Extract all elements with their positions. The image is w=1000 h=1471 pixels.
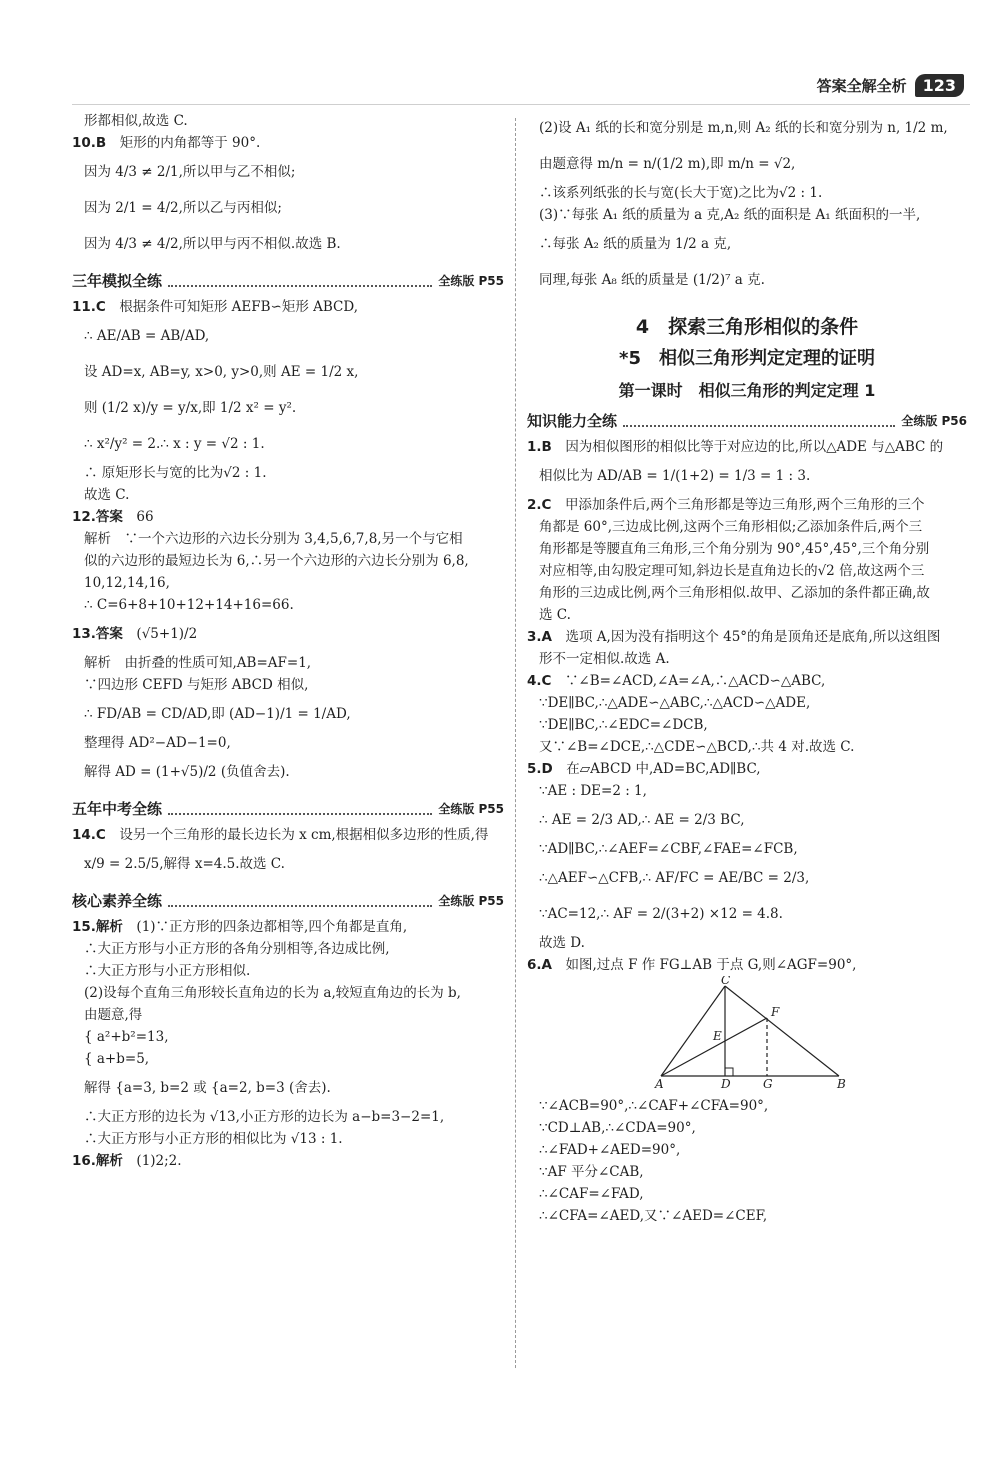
section-title: 三年模拟全练 bbox=[72, 272, 163, 290]
question-text: 设另一个三角形的最长边长为 x cm,根据相似多边形的性质,得 bbox=[119, 827, 489, 843]
text-line: 整理得 AD²−AD−1=0, bbox=[84, 735, 231, 751]
text-line: ∵∠ACB=90°,∴∠CAF+∠CFA=90°, bbox=[539, 1098, 769, 1114]
text-line: ∴每张 A₂ 纸的质量为 1/2 a 克, bbox=[539, 236, 732, 252]
text-line: x/9 = 2.5/5,解得 x=4.5.故选 C. bbox=[84, 856, 285, 872]
text-line: ∴ FD/AB = CD/AD,即 (AD−1)/1 = 1/AD, bbox=[84, 706, 351, 722]
text-line: 故选 D. bbox=[539, 935, 585, 951]
question-16 bbox=[72, 1150, 504, 1172]
text-line: 又∵∠B=∠DCE,∴△CDE∽△BCD,∴共 4 对.故选 C. bbox=[539, 739, 855, 755]
text-line: 解析 ∵一个六边形的六边长分别为 3,4,5,6,7,8,另一个与它相 bbox=[84, 531, 463, 547]
question-number: 1.B bbox=[527, 439, 552, 455]
text-line: ∵AC=12,∴ AF = 2/(3+2) ×12 = 4.8. bbox=[539, 906, 783, 922]
text-line: ∵DE∥BC,∴∠EDC=∠DCB, bbox=[539, 717, 708, 733]
section-title: 核心素养全练 bbox=[72, 892, 163, 910]
text-line: ∵DE∥BC,∴△ADE∽△ABC,∴△ACD∽△ADE, bbox=[539, 695, 811, 711]
header-rule bbox=[72, 104, 970, 105]
section-header bbox=[72, 890, 504, 912]
text-line: 因为 2/1 = 4/2,所以乙与丙相似; bbox=[84, 200, 282, 216]
question-number: 11.C bbox=[72, 299, 106, 315]
question-text: (√5+1)/2 bbox=[136, 626, 198, 642]
question-10 bbox=[72, 132, 504, 154]
text-line: ∵AE : DE=2 : 1, bbox=[539, 783, 647, 799]
text-line: ∴∠CFA=∠AED,又∵∠AED=∠CEF, bbox=[539, 1208, 768, 1224]
text-line: (3)∵每张 A₁ 纸的质量为 a 克,A₂ 纸的面积是 A₁ 纸面积的一半, bbox=[539, 207, 921, 223]
label-f: F bbox=[771, 1005, 780, 1019]
question-number: 16.解析 bbox=[72, 1153, 123, 1169]
text-line: 解析 由折叠的性质可知,AB=AF=1, bbox=[84, 655, 312, 671]
section-ref: 全练版 P55 bbox=[438, 274, 504, 288]
question-number: 12.答案 bbox=[72, 509, 123, 525]
left-column bbox=[72, 110, 504, 1172]
text-line: ∴ 原矩形长与宽的比为√2 : 1. bbox=[84, 465, 267, 481]
question-number: 13.答案 bbox=[72, 626, 123, 642]
question-text: 矩形的内角都等于 90°. bbox=[119, 135, 261, 151]
text-line: ∵AF 平分∠CAB, bbox=[539, 1164, 644, 1180]
text-line: 同理,每张 A₈ 纸的质量是 (1/2)⁷ a 克. bbox=[539, 272, 765, 288]
question-text: 在▱ABCD 中,AD=BC,AD∥BC, bbox=[566, 761, 761, 777]
question-text: ∵∠B=∠ACD,∠A=∠A,∴△ACD∽△ABC, bbox=[564, 673, 826, 689]
text-line: ∴∠CAF=∠FAD, bbox=[539, 1186, 644, 1202]
question-text: 甲添加条件后,两个三角形都是等边三角形,两个三角形的三个 bbox=[564, 497, 925, 513]
text-line: 对应相等,由勾股定理可知,斜边长是直角边长的√2 倍,故这两个三 bbox=[539, 563, 925, 579]
text-line: ∴ AE/AB = AB/AD, bbox=[84, 328, 210, 344]
text-line: 则 (1/2 x)/y = y/x,即 1/2 x² = y². bbox=[84, 400, 297, 416]
text-line: 选 C. bbox=[539, 607, 571, 623]
section-ref: 全练版 P56 bbox=[901, 414, 967, 428]
segment-af bbox=[661, 1018, 767, 1076]
question-6 bbox=[527, 954, 967, 976]
text-line: ∴大正方形与小正方形相似. bbox=[84, 963, 251, 979]
question-2 bbox=[527, 494, 967, 516]
section-heading: *5 相似三角形判定定理的证明 bbox=[619, 348, 875, 369]
text-line: ∵CD⊥AB,∴∠CDA=90°, bbox=[539, 1120, 696, 1136]
text-line: 解得 {a=3, b=2 或 {a=2, b=3 (舍去). bbox=[84, 1080, 331, 1096]
question-number: 5.D bbox=[527, 761, 553, 777]
text-line: { a²+b²=13, bbox=[84, 1029, 169, 1045]
question-number: 15.解析 bbox=[72, 919, 123, 935]
label-d: D bbox=[721, 1077, 731, 1088]
text-line: ∴大正方形与小正方形的相似比为 √13 : 1. bbox=[84, 1131, 343, 1147]
text-line: ∴△AEF∽△CFB,∴ AF/FC = AE/BC = 2/3, bbox=[539, 870, 810, 886]
chapter-heading: 4 探索三角形相似的条件 bbox=[635, 316, 859, 338]
text-line: ∴大正方形与小正方形的各角分别相等,各边成比例, bbox=[84, 941, 390, 957]
section-header bbox=[527, 410, 967, 432]
question-14 bbox=[72, 824, 504, 846]
right-angle-mark bbox=[725, 1068, 733, 1076]
text-line: 相似比为 AD/AB = 1/(1+2) = 1/3 = 1 : 3. bbox=[539, 468, 811, 484]
text-line: ∴该系列纸张的长与宽(长大于宽)之比为√2 : 1. bbox=[539, 185, 823, 201]
label-b: B bbox=[837, 1077, 846, 1088]
text-line: 角都是 60°,三边成比例,这两个三角形相似;乙添加条件后,两个三 bbox=[539, 519, 923, 535]
leader-dots bbox=[168, 895, 432, 907]
section-title: 知识能力全练 bbox=[527, 412, 618, 430]
header-title: 答案全解全析 bbox=[816, 77, 907, 95]
text-line: (2)设每个直角三角形较长直角边的长为 a,较短直角边的长为 b, bbox=[84, 985, 461, 1001]
text-line: 设 AD=x, AB=y, x>0, y>0,则 AE = 1/2 x, bbox=[84, 364, 359, 380]
column-divider bbox=[515, 118, 516, 1368]
label-g: G bbox=[763, 1077, 773, 1088]
text-line: 因为 4/3 ≠ 4/2,所以甲与丙不相似.故选 B. bbox=[84, 236, 341, 252]
text-line: ∴ AE = 2/3 AD,∴ AE = 2/3 BC, bbox=[539, 812, 745, 828]
leader-dots bbox=[168, 275, 432, 287]
text-line: ∴大正方形的边长为 √13,小正方形的边长为 a−b=3−2=1, bbox=[84, 1109, 445, 1125]
text-line: (2)设 A₁ 纸的长和宽分别是 m,n,则 A₂ 纸的长和宽分别为 n, 1/2 m, bbox=[539, 120, 948, 136]
text-line: ∴ C=6+8+10+12+14+16=66. bbox=[84, 597, 294, 613]
question-text: 根据条件可知矩形 AEFB∽矩形 ABCD, bbox=[119, 299, 358, 315]
text-line: 似的六边形的最短边长为 6,∴另一个六边形的六边长分别为 6,8, bbox=[84, 553, 469, 569]
question-13 bbox=[72, 616, 504, 652]
page-number: 123 bbox=[915, 74, 964, 97]
text-line: 角形都是等腰直角三角形,三个角分别为 90°,45°,45°,三个角分别 bbox=[539, 541, 930, 557]
label-e: E bbox=[713, 1029, 722, 1043]
section-header bbox=[72, 270, 504, 292]
question-3 bbox=[527, 626, 967, 648]
question-number: 10.B bbox=[72, 135, 107, 151]
question-number: 2.C bbox=[527, 497, 552, 513]
text-line: ∴ x²/y² = 2.∴ x : y = √2 : 1. bbox=[84, 436, 265, 452]
page-header bbox=[817, 74, 964, 97]
right-column bbox=[527, 110, 967, 1227]
question-number: 6.A bbox=[527, 957, 552, 973]
question-text: 因为相似图形的相似比等于对应边的比,所以△ADE 与△ABC 的 bbox=[565, 439, 944, 455]
text-line: ∵AD∥BC,∴∠AEF=∠CBF,∠FAE=∠FCB, bbox=[539, 841, 798, 857]
text-line: ∵四边形 CEFD 与矩形 ABCD 相似, bbox=[84, 677, 309, 693]
text-line: 因为 4/3 ≠ 2/1,所以甲与乙不相似; bbox=[84, 164, 296, 180]
question-number: 14.C bbox=[72, 827, 106, 843]
text-line: 形都相似,故选 C. bbox=[84, 113, 188, 129]
question-text: 66 bbox=[136, 509, 154, 525]
question-text: (1)∵正方形的四条边都相等,四个角都是直角, bbox=[136, 919, 408, 935]
question-text: 如图,过点 F 作 FG⊥AB 于点 G,则∠AGF=90°, bbox=[565, 957, 857, 973]
question-text: (1)2;2. bbox=[136, 1153, 182, 1169]
section-ref: 全练版 P55 bbox=[438, 802, 504, 816]
text-line: 形不一定相似.故选 A. bbox=[539, 651, 670, 667]
text-line: 由题意得 m/n = n/(1/2 m),即 m/n = √2, bbox=[539, 156, 796, 172]
text-line: 故选 C. bbox=[84, 487, 130, 503]
text-line: { a+b=5, bbox=[84, 1051, 150, 1067]
label-a: A bbox=[655, 1077, 664, 1088]
question-15 bbox=[72, 916, 504, 938]
section-header bbox=[72, 798, 504, 820]
lesson-heading: 第一课时 相似三角形的判定定理 1 bbox=[618, 381, 876, 400]
question-12 bbox=[72, 506, 504, 528]
text-line: 解得 AD = (1+√5)/2 (负值舍去). bbox=[84, 764, 290, 780]
leader-dots bbox=[168, 803, 432, 815]
text-line: 10,12,14,16, bbox=[84, 575, 170, 591]
geometry-figure bbox=[527, 976, 967, 1088]
question-11 bbox=[72, 296, 504, 318]
leader-dots bbox=[623, 415, 895, 427]
question-number: 4.C bbox=[527, 673, 552, 689]
question-number: 3.A bbox=[527, 629, 552, 645]
text-line: 由题意,得 bbox=[84, 1007, 143, 1023]
section-title: 五年中考全练 bbox=[72, 800, 163, 818]
question-1 bbox=[527, 436, 967, 458]
section-ref: 全练版 P55 bbox=[438, 894, 504, 908]
label-c: C bbox=[721, 976, 731, 987]
question-5 bbox=[527, 758, 967, 780]
question-text: 选项 A,因为没有指明这个 45°的角是顶角还是底角,所以这组图 bbox=[565, 629, 941, 645]
question-4 bbox=[527, 670, 967, 692]
text-line: 角形的三边成比例,两个三角形相似.故甲、乙添加的条件都正确,故 bbox=[539, 585, 930, 601]
text-line: ∴∠FAD+∠AED=90°, bbox=[539, 1142, 681, 1158]
